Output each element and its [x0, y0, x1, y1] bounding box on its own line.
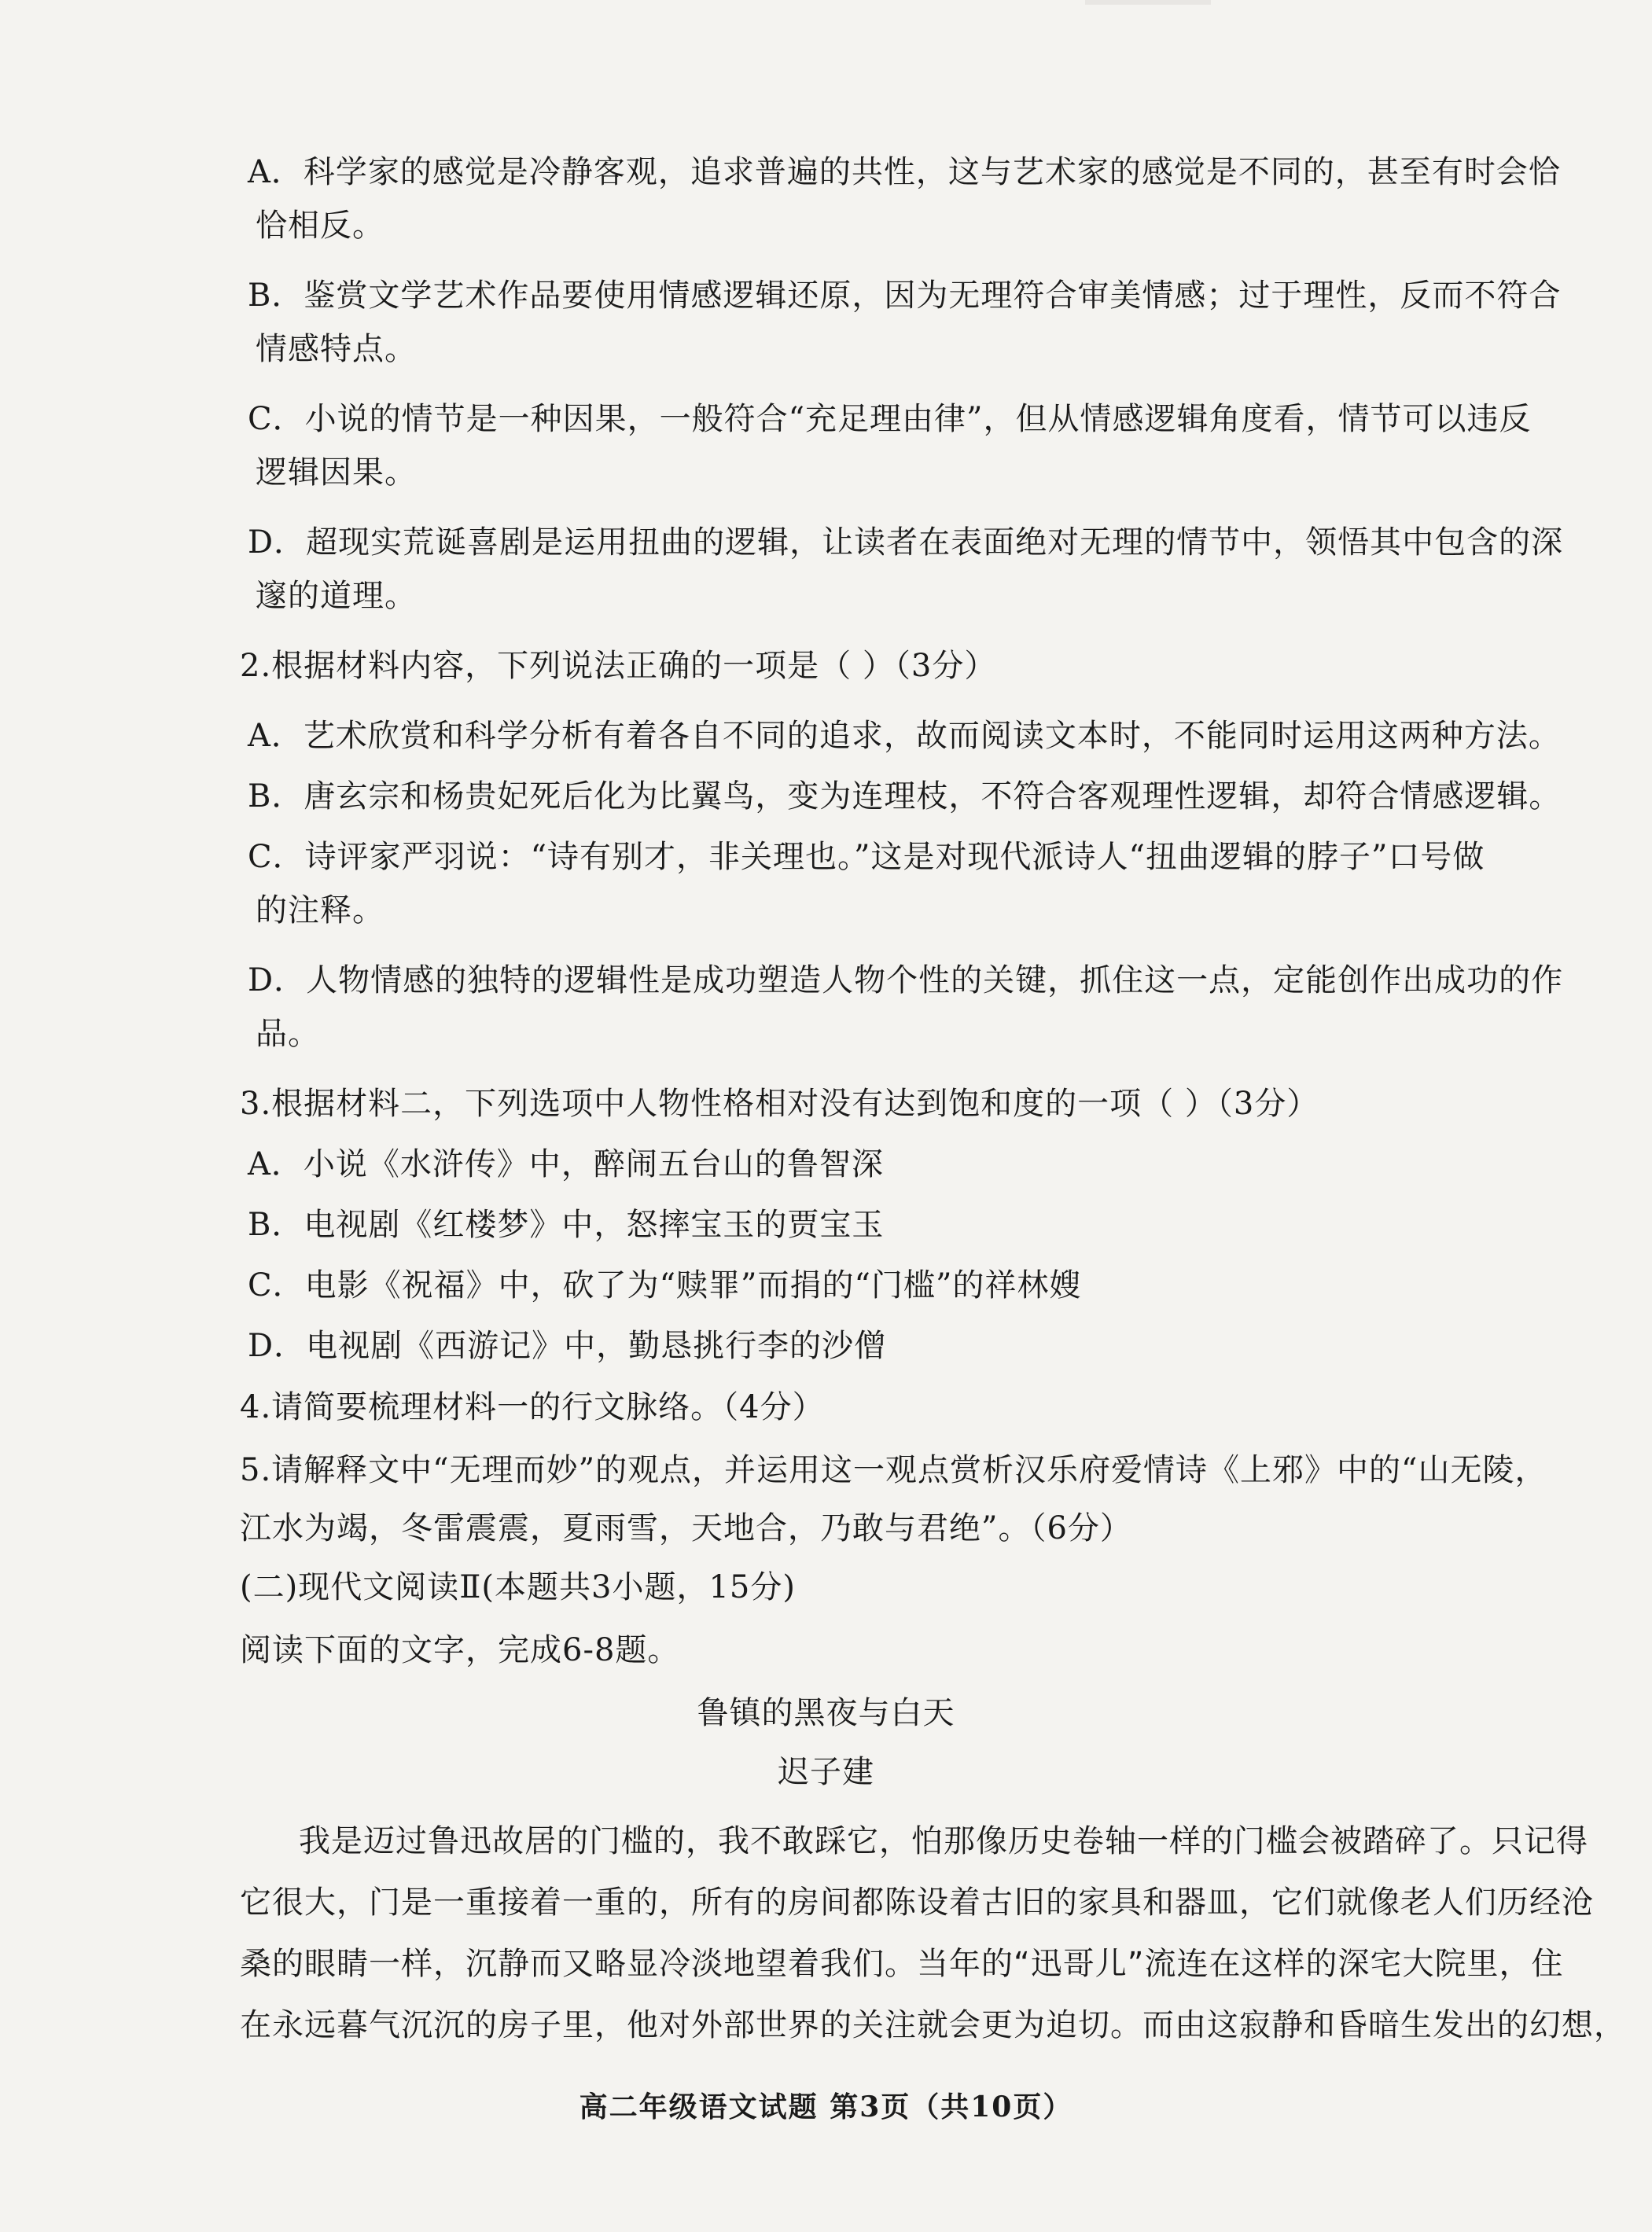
q1-option-d-cont: 邃的道理。: [256, 578, 417, 614]
q1-option-d: D．超现实荒诞喜剧是运用扭曲的逻辑，让读者在表面绝对无理的情节中，领悟其中包含的深: [248, 524, 1564, 561]
q1-option-c: C．小说的情节是一种因果，一般符合“充足理由律”，但从情感逻辑角度看，情节可以违反: [248, 401, 1532, 437]
q1-option-a: A．科学家的感觉是冷静客观，追求普遍的共性，这与艺术家的感觉是不同的，甚至有时会恰: [248, 154, 1561, 190]
q2-option-d-cont: 品。: [256, 1016, 320, 1052]
q2-option-b: B．唐玄宗和杨贵妃死后化为比翼鸟，变为连理枝，不符合客观理性逻辑，却符合情感逻辑。: [248, 778, 1562, 814]
article-paragraph-line: 我是迈过鲁迅故居的门槛的，我不敢踩它，怕那像历史卷轴一样的门槛会被踏碎了。只记得: [299, 1823, 1588, 1859]
q4-stem: 4.请简要梳理材料一的行文脉络。（4分）: [240, 1389, 825, 1425]
article-paragraph-line: 桑的眼睛一样，沉静而又略显冷淡地望着我们。当年的“迅哥儿”流连在这样的深宅大院里，住: [240, 1946, 1564, 1982]
q1-option-a-cont: 恰相反。: [256, 208, 384, 244]
q1-option-b-cont: 情感特点。: [256, 331, 417, 367]
q1-option-b: B．鉴赏文学艺术作品要使用情感逻辑还原，因为无理符合审美情感；过于理性，反而不符合: [248, 278, 1562, 314]
q5-stem-line2: 江水为竭，冬雷震震，夏雨雪，天地合，乃敢与君绝”。（6分）: [240, 1510, 1132, 1546]
article-author: 迟子建: [778, 1754, 874, 1790]
article-title: 鲁镇的黑夜与白天: [697, 1695, 955, 1731]
q3-option-a: A．小说《水浒传》中，醉闹五台山的鲁智深: [248, 1146, 884, 1182]
q2-option-c: C．诗评家严羽说：“诗有别才，非关理也。”这是对现代派诗人“扭曲逻辑的脖子”口号做: [248, 839, 1485, 875]
q2-option-a: A．艺术欣赏和科学分析有着各自不同的追求，故而阅读文本时，不能同时运用这两种方法。: [248, 718, 1561, 754]
article-paragraph-line: 在永远暮气沉沉的房子里，他对外部世界的关注就会更为迫切。而由这寂静和昏暗生发出的幻想，: [240, 2007, 1626, 2043]
q3-option-d: D．电视剧《西游记》中，勤恳挑行李的沙僧: [248, 1328, 887, 1364]
q3-stem: 3.根据材料二，下列选项中人物性格相对没有达到饱和度的一项（ ）（3分）: [240, 1086, 1319, 1122]
page-footer: 高二年级语文试题 第3页（共10页）: [579, 2090, 1073, 2124]
q5-stem-line1: 5.请解释文中“无理而妙”的观点，并运用这一观点赏析汉乐府爱情诗《上邪》中的“山无陵，: [240, 1452, 1547, 1488]
section-heading: (二)现代文阅读Ⅱ(本题共3小题，15分): [240, 1569, 796, 1605]
reading-instruction: 阅读下面的文字，完成6-8题。: [240, 1632, 680, 1668]
q3-option-c: C．电影《祝福》中，砍了为“赎罪”而捐的“门槛”的祥林嫂: [248, 1267, 1082, 1304]
q2-stem: 2.根据材料内容，下列说法正确的一项是（ ）（3分）: [240, 648, 997, 684]
q2-option-d: D．人物情感的独特的逻辑性是成功塑造人物个性的关键，抓住这一点，定能创作出成功的作: [248, 962, 1564, 998]
q3-option-b: B．电视剧《红楼梦》中，怒摔宝玉的贾宝玉: [248, 1207, 885, 1243]
scan-mark: [1085, 0, 1211, 5]
article-paragraph-line: 它很大，门是一重接着一重的，所有的房间都陈设着古旧的家具和器皿，它们就像老人们历经沧: [240, 1885, 1594, 1921]
q2-option-c-cont: 的注释。: [256, 892, 384, 928]
q1-option-c-cont: 逻辑因果。: [256, 454, 417, 491]
